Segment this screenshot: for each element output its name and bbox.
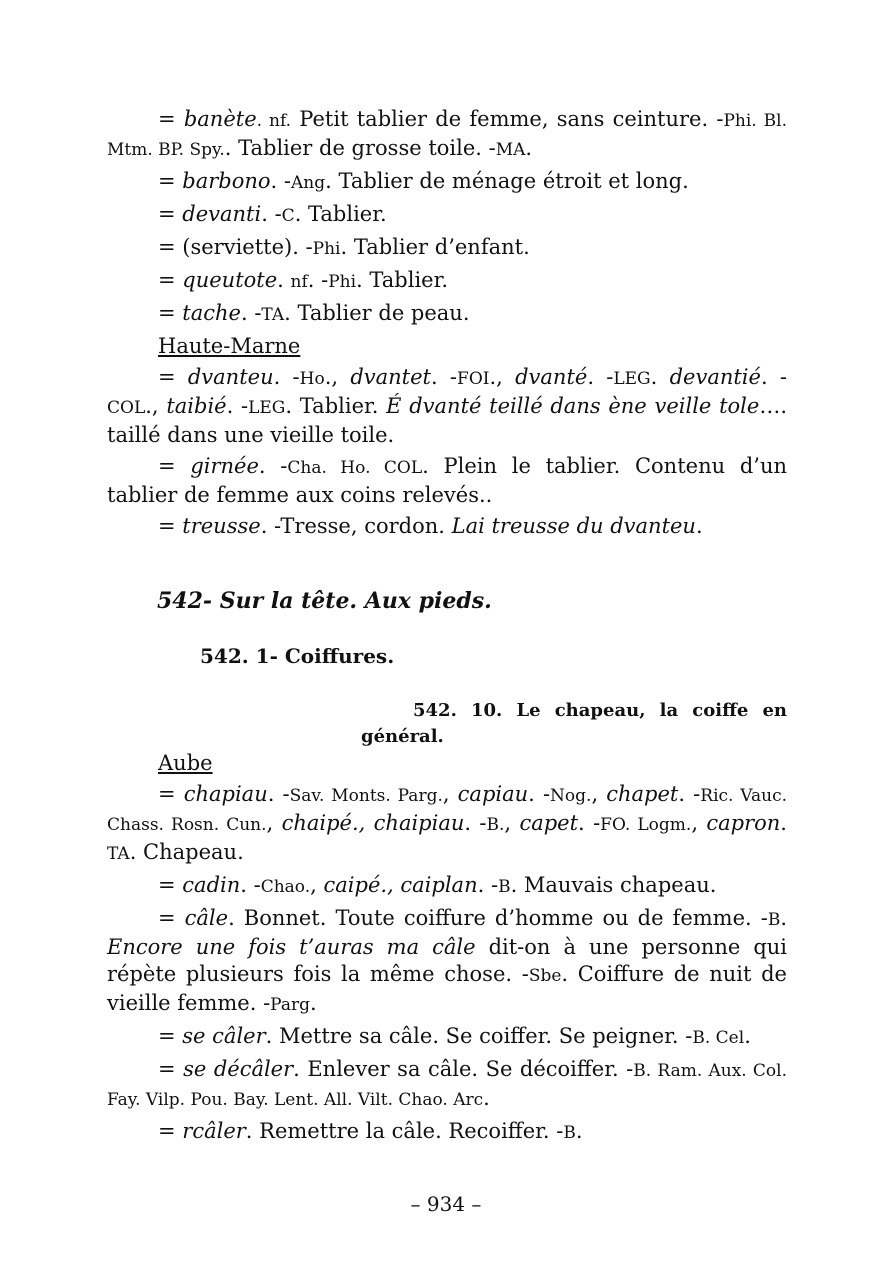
entry-cale: = câle. Bonnet. Toute coiffure d’homme ou de femme. -B. Encore une fois t’auras ma câle dit-on à une personne qui répète plusieurs fois la même chose. -Sbe. Coiffure de nuit de vieille femme. -Parg. xyxy=(107,906,788,1015)
section-heading-542-10-line1: 542. 10. Le chapeau, la coiffe en xyxy=(413,700,787,721)
section-heading-542: 542- Sur la tête. Aux pieds. xyxy=(157,588,492,614)
section-heading-542-10-line2: général. xyxy=(361,726,444,747)
region-heading-haute-marne: Haute-Marne xyxy=(158,334,301,358)
entry-serviette: = (serviette). -Phi. Tablier d’enfant. xyxy=(158,235,530,259)
entry-rcaler: = rcâler. Remettre la câle. Recoiffer. -B. xyxy=(158,1119,583,1143)
entry-banete: = banète. nf. Petit tablier de femme, sans ceinture. -Phi. Bl. Mtm. BP. Spy.. Tablier de grosse toile. -MA. xyxy=(107,107,787,160)
entry-barbono: = barbono. -Ang. Tablier de ménage étroit et long. xyxy=(158,169,689,193)
entry-cadin: = cadin. -Chao., caipé., caiplan. -B. Mauvais chapeau. xyxy=(158,873,717,897)
entries-top xyxy=(107,106,787,540)
entry-tache: = tache. -TA. Tablier de peau. xyxy=(158,301,470,325)
entry-treusse: = treusse. -Tresse, cordon. Lai treusse du dvanteu. xyxy=(158,514,703,538)
entry-girnee: = girnée. -Cha. Ho. COL. Plein le tablier. Contenu d’un tablier de femme aux coins relevés.. xyxy=(107,454,787,507)
page-number: – 934 – xyxy=(410,1192,482,1216)
entry-se-caler: = se câler. Mettre sa câle. Se coiffer. Se peigner. -B. Cel. xyxy=(158,1024,751,1048)
entry-devanti: = devanti. -C. Tablier. xyxy=(158,202,387,226)
region-heading-aube: Aube xyxy=(158,751,213,775)
entry-queutote: = queutote. nf. -Phi. Tablier. xyxy=(158,268,449,292)
section-heading-542-1: 542. 1- Coiffures. xyxy=(200,644,395,668)
entry-dvanteu: = dvanteu. -Ho., dvantet. -FOI., dvanté. -LEG. devantié. -COL., taibié. -LEG. Tablier. É dvanté teillé dans ène veille tole…. taillé dans une vieille toile. xyxy=(107,365,787,447)
section-heading-542-10 xyxy=(361,698,787,750)
entries-aube xyxy=(107,750,787,1147)
entry-se-decaler: = se décâler. Enlever sa câle. Se décoiffer. -B. Ram. Aux. Col. Fay. Vilp. Pou. Bay. Lent. All. Vilt. Chao. Arc. xyxy=(107,1057,787,1110)
entry-chapiau: = chapiau. -Sav. Monts. Parg., capiau. -Nog., chapet. -Ric. Vauc. Chass. Rosn. Cun., chaipé., chaipiau. -B., capet. -FO. Logm., capron. TA. Chapeau. xyxy=(107,782,787,864)
